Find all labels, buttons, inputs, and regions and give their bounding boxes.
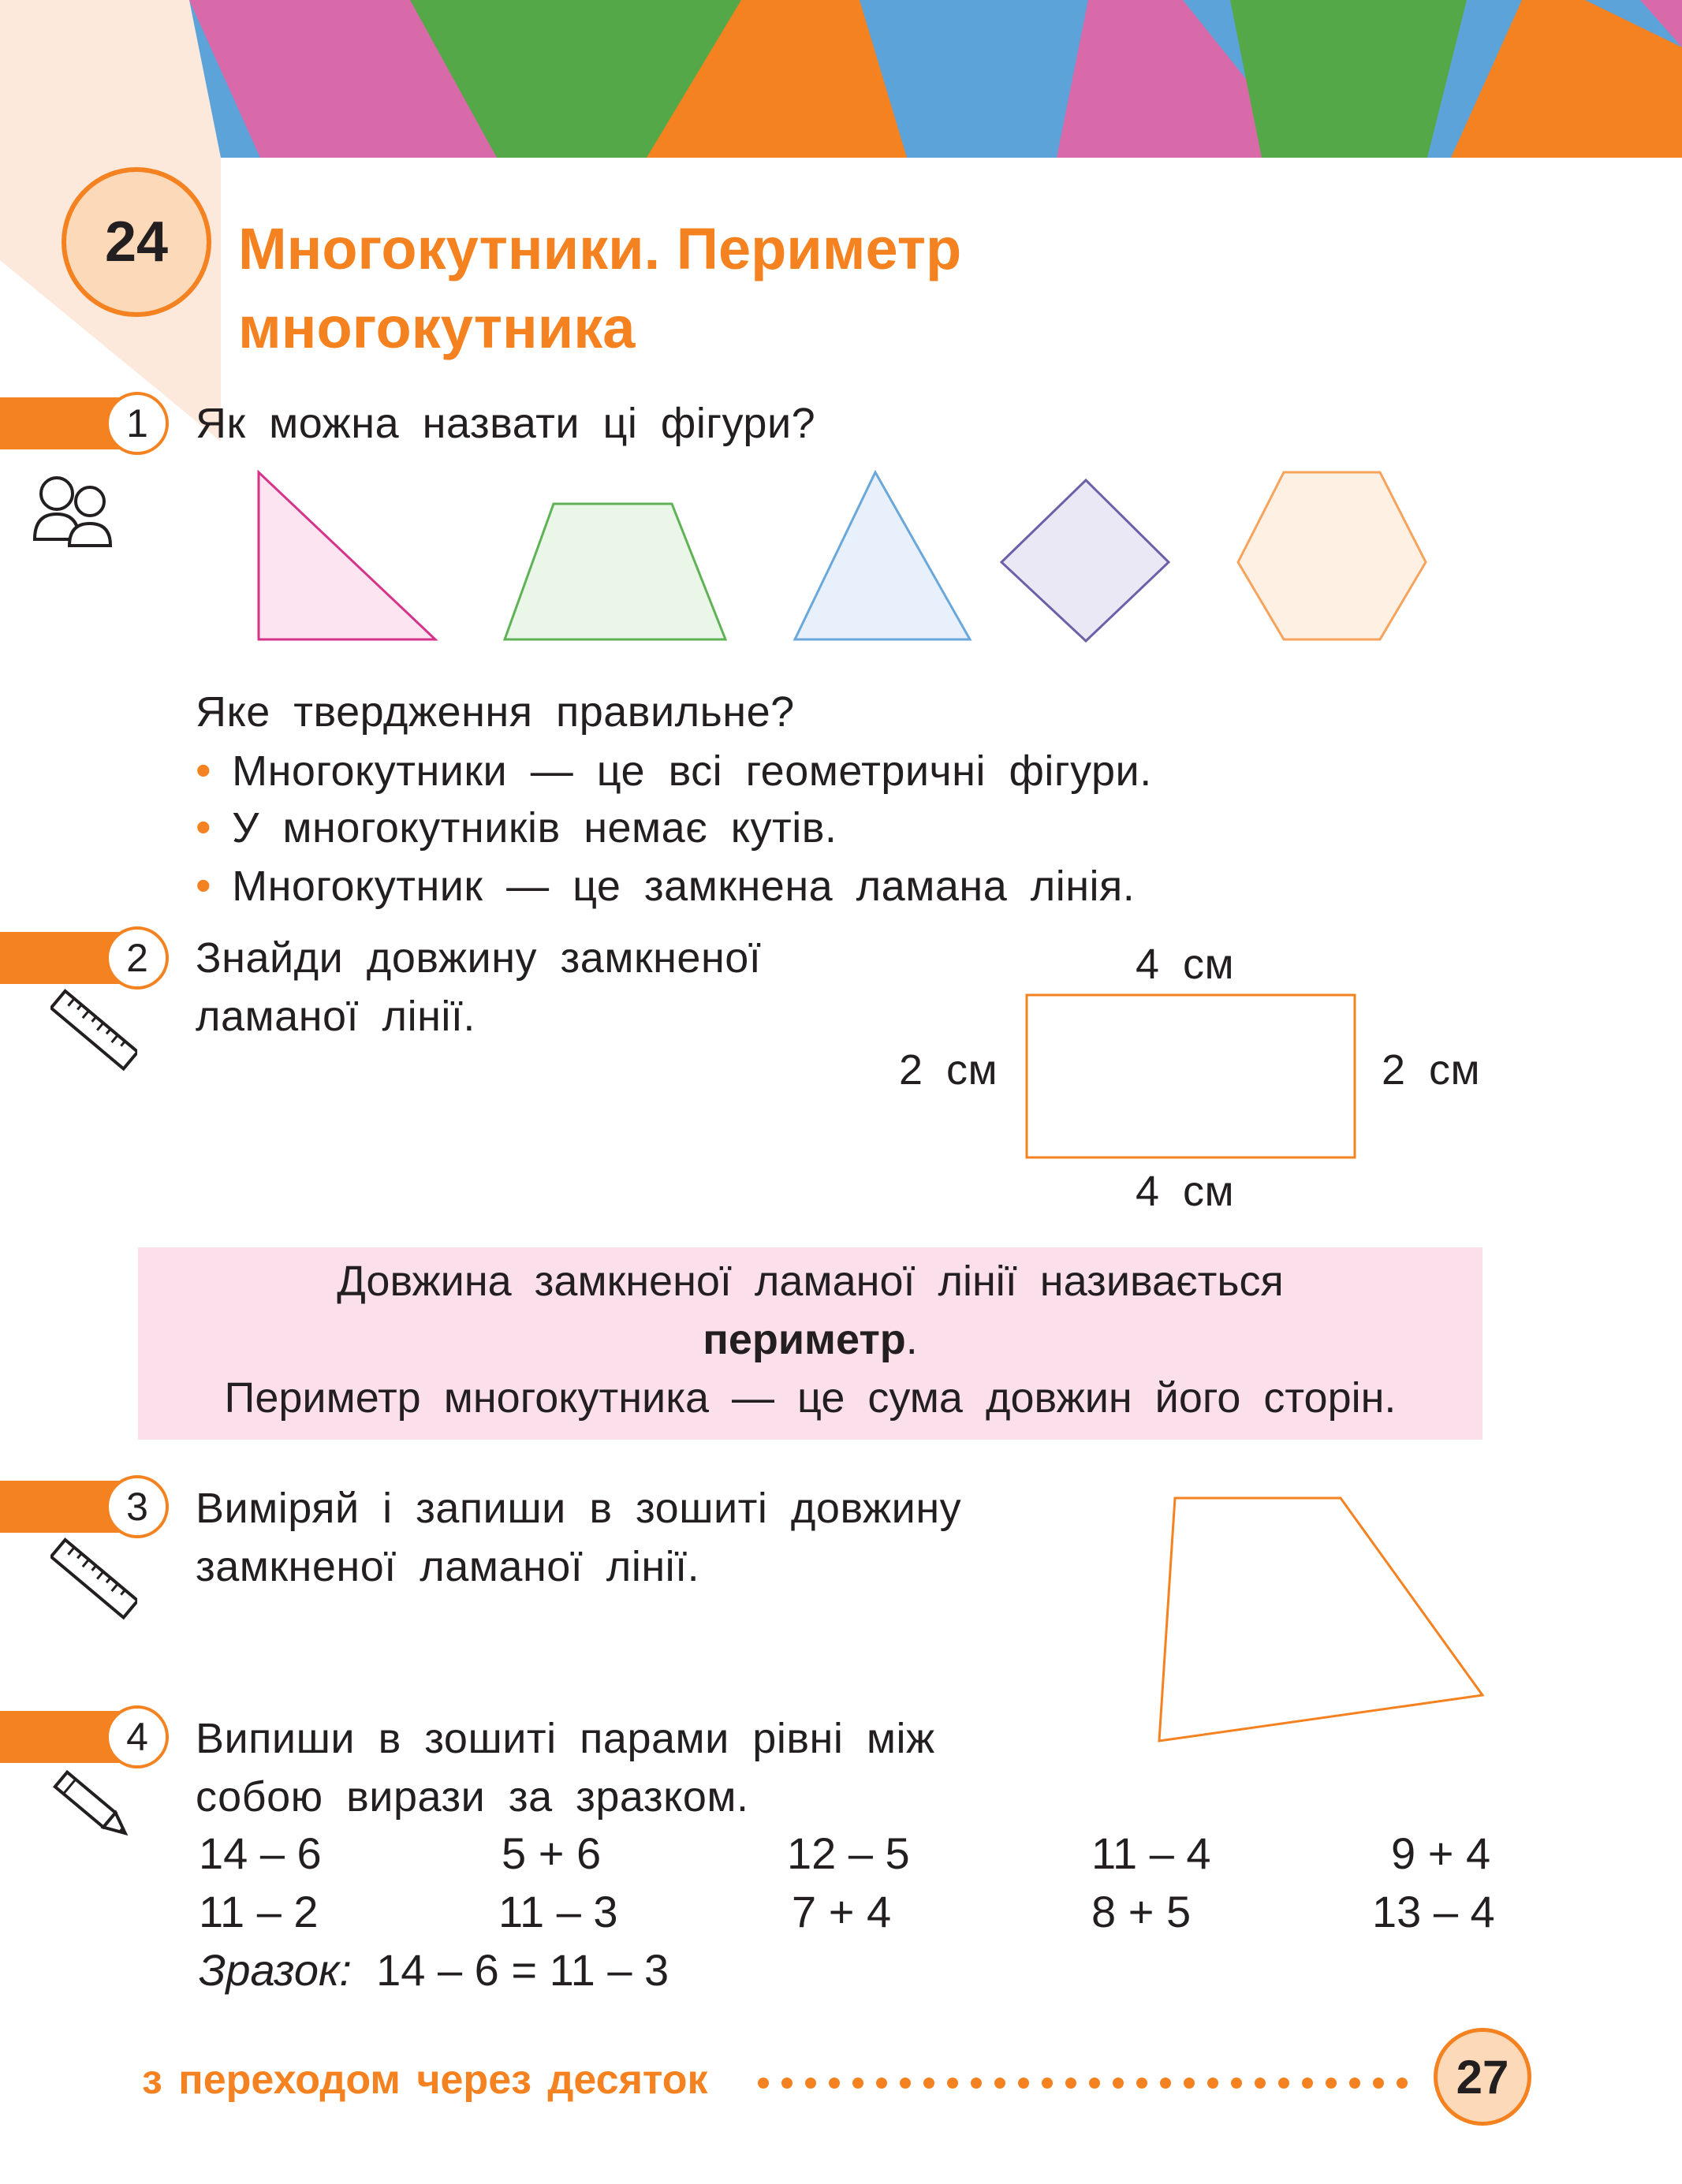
task-4-number: 4 [106,1705,169,1768]
task-2-line-1: Знайди довжину замкненої [196,934,762,982]
task-2-number: 2 [106,926,169,990]
right-triangle-shape [259,472,435,639]
sample-label: Зразок: [199,1945,352,1995]
task-3-quadrilateral [1151,1490,1490,1750]
trapezoid-shape [505,504,725,639]
expression: 14 – 6 [199,1828,322,1878]
rect-left-label: 2 см [899,1046,998,1094]
task-3-line-1: Виміряй і запиши в зошиті довжину [196,1485,962,1532]
expression: 11 – 2 [199,1887,319,1936]
rule-line-2: периметр. [703,1316,918,1363]
sample-value: 14 – 6 = 11 – 3 [376,1945,669,1995]
expression: 13 – 4 [1372,1887,1495,1936]
ruler-icon [50,1536,137,1623]
task-1-number: 1 [106,392,169,455]
decorative-banner [0,0,1682,158]
task-1-option: • У многокутників немає кутів. [196,802,837,852]
task-1-shapes [244,461,1443,647]
lesson-title-line-1: Многокутники. Периметр [238,216,962,281]
hexagon-shape [1238,472,1426,639]
task-1-statement-question: Яке твердження правильне? [196,688,795,736]
footer-dotted-line [757,2067,1419,2099]
rule-term: периметр [703,1316,906,1363]
page-number: 27 [1456,2050,1509,2104]
pencil-icon [50,1765,137,1851]
task-2-line-2: ламаної лінії. [196,993,476,1040]
sample [199,1941,669,2000]
rule-box [138,1247,1482,1440]
lesson-title-line-2: многокутника [238,295,636,360]
ruler-icon [50,987,137,1074]
task-1-option: • Многокутники — це всі геометричні фігури. [196,745,1152,795]
rule-line-3: Периметр многокутника — це сума довжин його сторін. [224,1374,1397,1422]
rect-bottom-label: 4 см [1136,1168,1235,1215]
expression: 8 + 5 [1091,1887,1192,1936]
rule-line-1: Довжина замкненої ламаної лінії називається [337,1258,1284,1305]
task-3-number: 3 [106,1475,169,1538]
task-1-question: Як можна назвати ці фігури? [196,400,816,447]
task-1-option: • Многокутник — це замкнена ламана лінія. [196,860,1136,910]
expression: 5 + 6 [502,1828,602,1878]
lesson-number: 24 [104,211,169,274]
expression: 11 – 3 [498,1887,618,1936]
task-4-line-2: собою вирази за зразком. [196,1773,749,1821]
pair-work-icon [24,467,126,553]
isosceles-triangle-shape [795,472,970,639]
page-number-badge [1434,2028,1531,2126]
task-4-line-1: Випиши в зошиті парами рівні між [196,1715,935,1762]
expression: 12 – 5 [787,1828,910,1878]
rect-top-label: 4 см [1136,941,1235,988]
task-3-line-2: замкненої ламаної лінії. [196,1543,700,1590]
rect-right-label: 2 см [1382,1046,1481,1094]
footer-section-label: з переходом через десяток [142,2057,708,2103]
expression: 7 + 4 [792,1887,892,1936]
task-2-rectangle [1025,993,1356,1159]
expression: 9 + 4 [1391,1828,1491,1878]
rhombus-shape [1001,480,1169,641]
lesson-number-badge [62,167,211,317]
expression: 11 – 4 [1091,1828,1211,1878]
